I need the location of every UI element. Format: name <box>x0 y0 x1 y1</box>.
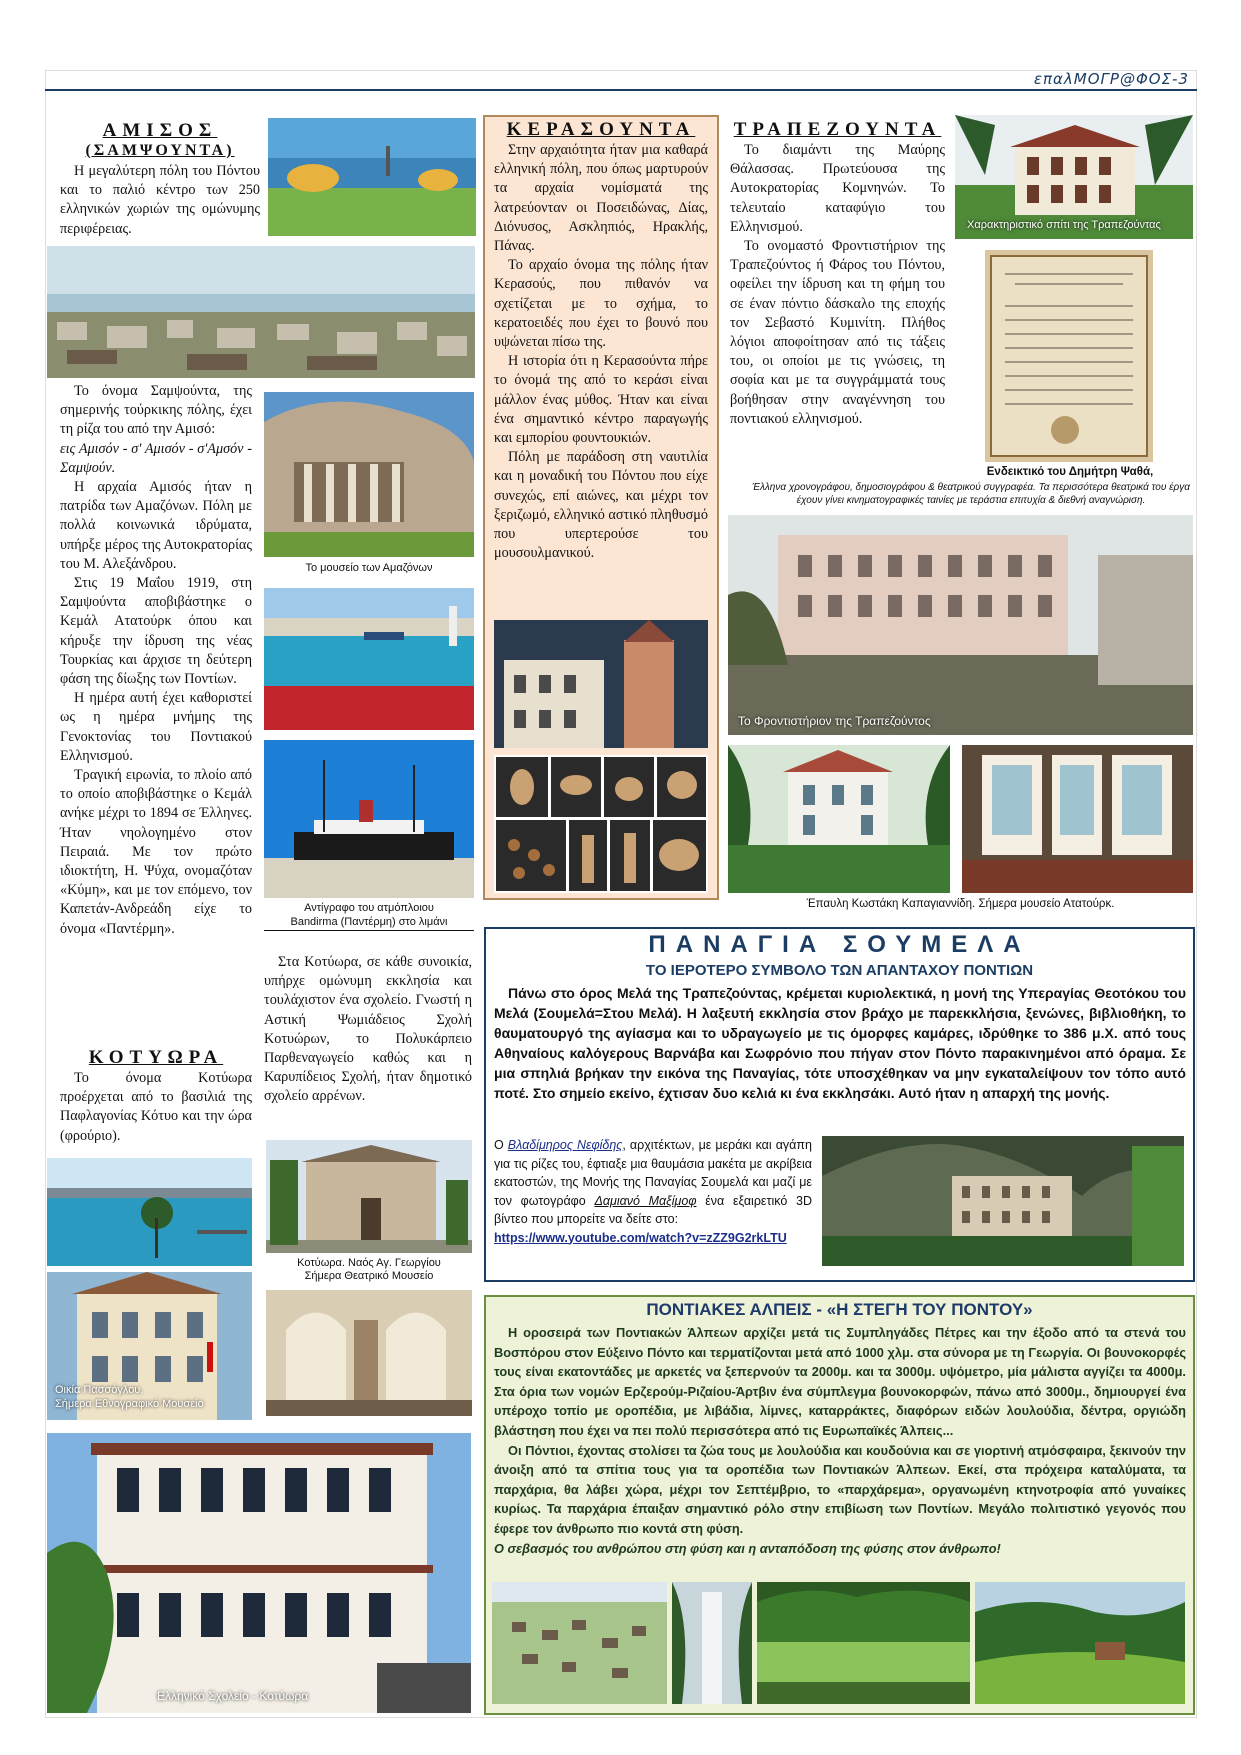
kapagiannidis-villa-photo <box>728 745 950 893</box>
frontistirio-photo <box>728 515 1193 735</box>
kotyora-p1-wrap <box>60 1069 252 1146</box>
church-interior-photo <box>266 1290 472 1416</box>
bandirma-caption-2: Bandirma (Παντέρμη) στο λιμάνι <box>264 916 474 931</box>
video-mid-text: , αρχιτέκτων, με μεράκι και αγάπη για τις ρίζες του, έφτιαξε μια θαυμάσια μακέτα με ακρίβεια εκατοστών, της Μονής της Παναγίας Σουμελά και μαζί με τον φωτογράφο <box>494 1138 812 1208</box>
kerasounta-section <box>494 119 708 563</box>
kerasounta-p4: Πόλη με παράδοση στη ναυτιλία και η μοναδική του Πόντου που είχε συνεχώς, επί αιώνες, και μέχρι τον ξεριζωμό, ελληνικό αστικό πληθυσμό που υπερτερούσε του μουσουλμανικού. <box>494 449 708 562</box>
alps-p2: Οι Πόντιοι, έχοντας στολίσει τα ζώα τους με λουλούδια και κουδούνια και σε γιορτινή ατμόσφαιρα, ξεκινούν την άνοιξη από τα σπίτια τους για τα οροπέδια των Ποντιακών Άλπεων. Εκεί, στα πρόχειρα καταλύματα, τα παρχάρια, θα λάβει χώρα, μέχρι τον Σεπτέμβριο, το «παρχάρεμα», οργανωμένη κτηνοτροφία από γυναίκες κυρίως. Τα παρχάρια έπαιξαν σημαντικό ρόλο στην επιβίωση των Ποντίων. Μεγάλο πολιτιστικό γεγονός που έφερε τον άνθρωπο πιο κοντά στη φύση. <box>494 1442 1186 1536</box>
passoglou-house-photo <box>47 1272 252 1420</box>
church-caption-1: Κοτύωρα. Ναός Αγ. Γεωργίου <box>297 1257 441 1269</box>
amazon-museum-caption: Το μουσείο των Αμαζόνων <box>305 562 433 574</box>
soumela-video-text <box>494 1136 812 1247</box>
amisos-panorama-photo <box>47 246 475 378</box>
kotyora-section <box>60 1047 252 1146</box>
bandirma-caption-1: Αντίγραφο του ατμόπλοιου <box>304 902 434 914</box>
psathas-certificate-photo <box>985 250 1153 462</box>
amisos-intro-text: Η μεγαλύτερη πόλη του Πόντου και το παλιό κέντρο των 250 ελληνικών χωριών της ομώνυμης περιφέρειας. <box>60 163 260 237</box>
trabzon-house-photo <box>955 115 1193 239</box>
alps-heading: ΠΟΝΤΙΑΚΕΣ ΑΛΠΕΙΣ - «Η ΣΤΕΓΗ ΤΟΥ ΠΟΝΤΟΥ» <box>646 1300 1033 1319</box>
kotyora-schools <box>264 953 472 1107</box>
soumela-monastery-photo <box>822 1136 1184 1266</box>
psathas-caption-title: Ενδεικτικό του Δημήτρη Ψαθά, <box>986 466 1154 478</box>
villa-interior-photo <box>962 745 1193 893</box>
kotyora-heading: ΚΟΤΥΩΡΑ <box>88 1047 224 1068</box>
video-prefix: Ο <box>494 1138 504 1152</box>
trapezounta-p1: Το διαμάντι της Μαύρης Θάλασσας. Πρωτεύουσα της Αυτοκρατορίας Κομνηνών. Το τελευταίο καταφύγιο του Ελληνισμού. <box>730 142 945 235</box>
trapezounta-heading: ΤΡΑΠΕΖΟΥΝΤΑ <box>733 119 942 140</box>
trapezounta-body <box>730 141 945 429</box>
amisos-lions-photo <box>268 118 476 236</box>
kerasounta-p3: Η ιστορία ότι η Κερασούντα πήρε το όνομά της από το κεράσι είναι μάλλον ένας μύθος. Ήταν και είναι ένα σημαντικό κέντρο παραγωγής και εμπορίου φουντουκιών. <box>494 353 708 447</box>
passoglou-caption-1: Οικία Πασσόγλου. <box>55 1384 144 1396</box>
amisos-subheading: (ΣΑΜΨΟΥΝΤΑ) <box>85 142 235 159</box>
alps-body <box>494 1323 1186 1558</box>
video-end-text: ένα εξαιρετικό 3D βίντεο που μπορείτε να δείτε στο: <box>494 1193 812 1226</box>
amazon-museum-photo <box>264 392 474 557</box>
header-rule <box>45 89 1197 91</box>
alps-p1: Η οροσειρά των Ποντιακών Άλπεων αρχίζει μετά τις Συμπληγάδες Πέτρες και την έξοδο από τα στενά του Βοσπόρου στον Εύξεινο Πόντο και τερματίζονται μετά από 1000 χλμ. στα σύνορα με τη Γεωργία. Οι βουνοκορφές τους είναι εκατοντάδες με αρκετές να ξεπερνούν τα 2000μ. και τα 3000μ. υψόμετρο, μία μάλιστα αγγίζει τα 4000μ. Στα όρια των νομών Ερζερούμ-Ριζαίου-Άρτβιν ένα σύμπλεγμα βουνοκορφών, πάνω από 3000μ., δημιουργεί ένα υπέροχο τοπίο με οροπέδια, με λιβάδια, λίμνες, καταρράκτες, διαφόρων ειδών λουλούδια, δέντρα, οργιώδη βλάστηση που έχει να πει πολύ περισσότερα από τις Ευρωπαϊκές Άλπεις... <box>494 1325 1186 1438</box>
trabzon-house-caption: Χαρακτηριστικό σπίτι της Τραπεζούντας <box>967 219 1161 231</box>
church-caption-2: Σήμερα Θεατρικό Μουσείο <box>304 1270 434 1282</box>
video-author-name: Βλαδίμηρος Νεφίδης <box>507 1138 623 1152</box>
amisos-p1: Το όνομα Σαμψούντα, της σημερινής τούρκικης πόλης, έχει τη ρίζα του από την Αμισό: <box>60 383 252 438</box>
trapezounta-section <box>730 119 945 429</box>
amisos-p2: Η αρχαία Αμισός ήταν η πατρίδα των Αμαζόνων. Πόλη με πολλά κοινωνικά ιδρύματα, υπήρξε μέρος της Αυτοκρατορίας του Μ. Αλεξάνδρου. <box>60 479 252 572</box>
soumela-heading: ΠΑΝΑΓΙΑ ΣΟΥΜΕΛΑ <box>648 931 1031 958</box>
kerasounta-buildings-photo <box>494 620 708 748</box>
kerasounta-heading: ΚΕΡΑΣΟΥΝΤΑ <box>506 119 696 140</box>
kerasounta-p2: Το αρχαίο όνομα της πόλης ήταν Κερασούς, που πιθανόν να σχετίζεται με το σχήμα, το κερατοειδές που έχει το βουνό που υψώνεται πίσω της. <box>494 257 708 351</box>
greek-school-caption: Ελληνικό Σχολείο - Κοτύωρα <box>157 1689 309 1703</box>
psathas-caption-text: Έλληνα χρονογράφου, δημοσιογράφου & θεατρικού συγγραφέα. Τα περισσότερα θεατρικά του έργα έχουν γίνει κινηματογραφικές ταινίες με τεράστια επιτυχία & διεθνή αναγνώριση. <box>752 482 1190 506</box>
kotyora-bay-photo <box>47 1158 252 1266</box>
kerasounta-p1: Στην αρχαιότητα ήταν μια καθαρά ελληνική πόλη, που όπως μαρτυρούν τα αρχαία νομίσματά της λατρεύονταν οι Ποσειδώνας, Δίας, Διόνυσος, Ασκληπιός, Ηρακλής, Πάνας. <box>494 142 708 255</box>
amisos-p3: Στις 19 Μαΐου 1919, στη Σαμψούντα αποβιβάστηκε ο Κεμάλ Ατατούρκ όπου και κήρυξε την ίδρυση της νέας Τουρκίας και άρχισε τη δεύτερη φάση της δίωξης των Ποντίων. <box>60 575 252 688</box>
bandirma-ship-photo <box>264 740 474 898</box>
alps-waterfall-photo <box>672 1582 752 1704</box>
samsun-coast-photo <box>264 588 474 730</box>
amisos-body <box>60 382 252 939</box>
kerasounta-artifacts-photo <box>494 755 708 893</box>
alps-lake-photo <box>757 1582 970 1704</box>
amisos-p4: Η ημέρα αυτή έχει καθοριστεί ως η ημέρα μνήμης της Γενοκτονίας του Ποντιακού Ελληνισμού. <box>60 690 252 764</box>
frontistirio-caption: Το Φροντιστήριον της Τραπεζούντος <box>738 714 931 728</box>
soumela-body: Πάνω στο όρος Μελά της Τραπεζούντας, κρέμεται κυριολεκτικά, η μονή της Υπεραγίας Θεοτόκου του Μελά (Σουμελά=Στου Μελά). Η λαξευτή εκκλησία στον βράχο με παρεκκλήσια, ξενώνες, βιβλιοθήκη, το θαυματουργό της αγίασμα και το υδραγωγείο με τις όμορφες καμάρες, ιδρύθηκε το 386 μ.Χ. από τους Αθηναίους καλόγερους Βαρνάβα και Σωφρόνιο που πήγαν στον Πόντο παρακινημένοι από όραμα. Σε μια σπηλιά βρήκαν την εικόνα της Παναγίας, τότε υποσχέθηκαν να μην εγκαταλείψουν τον τόπο αυτό ποτέ. Στο σημείο εκείνο, έχτισαν δυο κελιά κι ένα εκκλησάκι. Αυτό ήταν η απαρχή της μονής. <box>494 985 1186 1101</box>
villa-caption: Έπαυλη Κωστάκη Καπαγιαννίδη. Σήμερα μουσείο Ατατούρκ. <box>806 898 1115 910</box>
amisos-heading: ΑΜΙΣΟΣ <box>102 120 218 141</box>
soumela-subheading: ΤΟ ΙΕΡΟΤΕΡΟ ΣΥΜΒΟΛΟ ΤΩΝ ΑΠΑΝΤΑΧΟΥ ΠΟΝΤΙΩΝ <box>645 962 1034 979</box>
amisos-intro <box>60 162 260 239</box>
amisos-p5: Τραγική ειρωνία, το πλοίο από το οποίο αποβιβάστηκε ο Κεμάλ ανήκε μέχρι το 1894 σε Έλληνες. Ήταν νηολογημένο στον Πειραιά. Με τον πρώτο ιδιοκτήτη, Η. Ψύχα, ονομαζόταν «Κύμη», και με τον επόμενο, τον Καπετάν-Ανδρεάδη είχε το όνομα «Παντέρμη». <box>60 767 252 937</box>
amisos-p1-italic: εις Αμισόν - σ' Αμισόν - σ'Αμσόν - Σαμψούν. <box>60 440 252 476</box>
alps-p3: Ο σεβασμός του ανθρώπου στη φύση και η ανταπόδοση της φύσης στον άνθρωπο! <box>494 1540 1001 1556</box>
greek-school-kotyora-photo <box>47 1433 471 1713</box>
amisos-section <box>60 120 260 239</box>
passoglou-caption-2: Σήμερα Εθνογραφικό Μουσείο <box>55 1398 204 1410</box>
trapezounta-p2: Το ονομαστό Φροντιστήριον της Τραπεζούντος ή Φάρος του Πόντου, οφείλει την ίδρυση και τη φήμη του σε έναν πόντιο δάσκαλο της εποχής τον Σεβαστό Κυμινίτη. Πλήθος λόγιοι αποφοίτησαν από τις τάξεις του, οι οποίοι με τις γνώσεις, τη σοφία και με τα συγγράμματά τους βοήθησαν στην αναγέννηση του ποντιακού ελληνισμού. <box>730 238 945 427</box>
alps-meadow-photo <box>975 1582 1185 1704</box>
alps-village-photo <box>492 1582 667 1704</box>
kotyora-p1: Το όνομα Κοτύωρα προέρχεται από το βασιλιά της Παφλαγονίας Κότυο και την ώρα (φρούριο). <box>60 1070 252 1144</box>
kotyora-p2: Στα Κοτύωρα, σε κάθε συνοικία, υπήρχε ομώνυμη εκκλησία και τουλάχιστον ένα σχολείο. Γνωστή η Αστική Ψωμιάδειος Σχολή Κοτυώρων, το Πολυκάρπειο Παρθεναγωγείο καθώς και η Καρυπίδειος Σχολή, ήταν δημοτικό σχολείο αρρένων. <box>264 954 472 1105</box>
kerasounta-body <box>494 141 708 563</box>
video-link[interactable]: https://www.youtube.com/watch?v=zZZ9G2rkLTU <box>494 1230 787 1245</box>
video-photographer-name: Δαμιανό Μαξίμοφ <box>594 1193 697 1208</box>
newspaper-title: επαλΜΟΓΡ@ΦΟΣ-3 <box>1033 70 1189 88</box>
agios-georgios-church-photo <box>266 1140 472 1253</box>
